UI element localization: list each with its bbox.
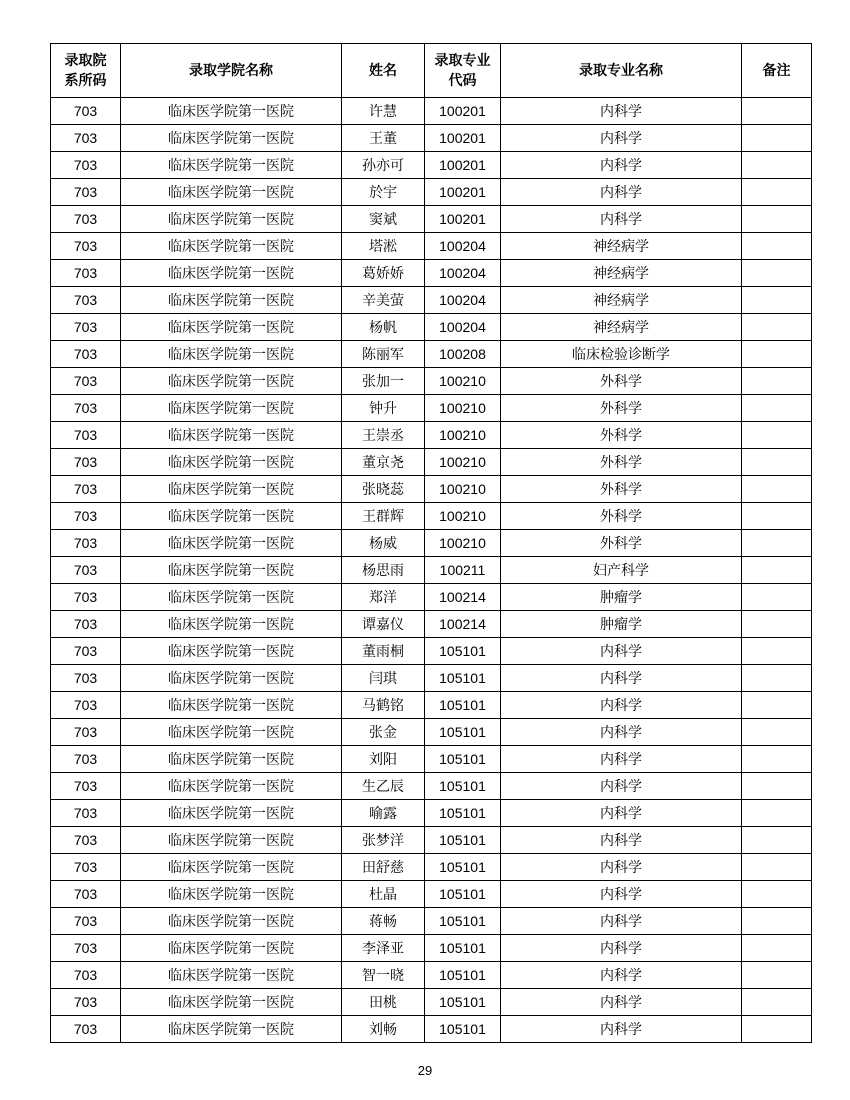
major-name-cell: 外科学	[501, 368, 742, 395]
remarks-cell	[742, 395, 812, 422]
remarks-cell	[742, 179, 812, 206]
page-number: 29	[417, 1063, 433, 1078]
dept-code-cell: 703	[51, 989, 121, 1016]
major-code-cell: 100204	[425, 287, 501, 314]
college-name-cell: 临床医学院第一医院	[121, 908, 342, 935]
major-code-cell: 105101	[425, 854, 501, 881]
table-row	[51, 881, 812, 908]
table-row	[51, 773, 812, 800]
major-code-cell: 100210	[425, 476, 501, 503]
table-row	[51, 719, 812, 746]
dept-code-cell: 703	[51, 665, 121, 692]
college-name-cell: 临床医学院第一医院	[121, 746, 342, 773]
remarks-cell	[742, 557, 812, 584]
college-name-cell: 临床医学院第一医院	[121, 557, 342, 584]
student-name-cell: 辛美萤	[342, 287, 425, 314]
major-code-cell: 105101	[425, 800, 501, 827]
dept-code-cell: 703	[51, 692, 121, 719]
table-header-row	[51, 44, 812, 98]
college-name-cell: 临床医学院第一医院	[121, 584, 342, 611]
remarks-cell	[742, 287, 812, 314]
table-row	[51, 395, 812, 422]
student-name-cell: 塔淞	[342, 233, 425, 260]
student-name-cell: 张加一	[342, 368, 425, 395]
major-name-cell: 内科学	[501, 1016, 742, 1043]
remarks-cell	[742, 422, 812, 449]
remarks-cell	[742, 989, 812, 1016]
college-name-cell: 临床医学院第一医院	[121, 854, 342, 881]
dept-code-cell: 703	[51, 827, 121, 854]
dept-code-cell: 703	[51, 152, 121, 179]
college-name-cell: 临床医学院第一医院	[121, 800, 342, 827]
remarks-cell	[742, 206, 812, 233]
major-name-cell: 内科学	[501, 827, 742, 854]
college-name-cell: 临床医学院第一医院	[121, 287, 342, 314]
dept-code-cell: 703	[51, 179, 121, 206]
major-name-cell: 内科学	[501, 179, 742, 206]
student-name-cell: 杨威	[342, 530, 425, 557]
remarks-cell	[742, 692, 812, 719]
header-major-code	[425, 44, 501, 98]
table-row	[51, 746, 812, 773]
student-name-cell: 张晓蕊	[342, 476, 425, 503]
dept-code-cell: 703	[51, 422, 121, 449]
remarks-cell	[742, 503, 812, 530]
college-name-cell: 临床医学院第一医院	[121, 152, 342, 179]
header-major-name	[501, 44, 742, 98]
table-row	[51, 854, 812, 881]
dept-code-cell: 703	[51, 503, 121, 530]
student-name-cell: 杨思雨	[342, 557, 425, 584]
major-code-cell: 100210	[425, 530, 501, 557]
dept-code-cell: 703	[51, 125, 121, 152]
dept-code-cell: 703	[51, 908, 121, 935]
dept-code-cell: 703	[51, 395, 121, 422]
major-name-cell: 神经病学	[501, 260, 742, 287]
dept-code-cell: 703	[51, 935, 121, 962]
college-name-cell: 临床医学院第一医院	[121, 368, 342, 395]
major-name-cell: 肿瘤学	[501, 584, 742, 611]
table-row	[51, 800, 812, 827]
major-name-cell: 内科学	[501, 152, 742, 179]
table-row	[51, 476, 812, 503]
major-name-cell: 神经病学	[501, 233, 742, 260]
major-name-cell: 内科学	[501, 665, 742, 692]
major-name-cell: 内科学	[501, 854, 742, 881]
dept-code-cell: 703	[51, 206, 121, 233]
major-name-cell: 外科学	[501, 530, 742, 557]
major-name-cell: 内科学	[501, 989, 742, 1016]
remarks-cell	[742, 881, 812, 908]
header-dept-code-line2: 系所码	[64, 72, 107, 89]
major-code-cell: 100204	[425, 260, 501, 287]
header-dept-code	[51, 44, 121, 98]
major-name-cell: 内科学	[501, 962, 742, 989]
college-name-cell: 临床医学院第一医院	[121, 719, 342, 746]
major-code-cell: 100210	[425, 422, 501, 449]
remarks-cell	[742, 449, 812, 476]
major-name-cell: 外科学	[501, 503, 742, 530]
major-code-cell: 105101	[425, 1016, 501, 1043]
student-name-cell: 钟升	[342, 395, 425, 422]
dept-code-cell: 703	[51, 746, 121, 773]
student-name-cell: 谭嘉仪	[342, 611, 425, 638]
dept-code-cell: 703	[51, 449, 121, 476]
college-name-cell: 临床医学院第一医院	[121, 503, 342, 530]
major-name-cell: 外科学	[501, 422, 742, 449]
remarks-cell	[742, 260, 812, 287]
table-row	[51, 665, 812, 692]
header-major-code-line2: 代码	[448, 72, 477, 89]
student-name-cell: 孙亦可	[342, 152, 425, 179]
student-name-cell: 张金	[342, 719, 425, 746]
table-row	[51, 530, 812, 557]
remarks-cell	[742, 854, 812, 881]
major-code-cell: 105101	[425, 827, 501, 854]
student-name-cell: 於宇	[342, 179, 425, 206]
table-row	[51, 98, 812, 125]
major-name-cell: 内科学	[501, 746, 742, 773]
table-row	[51, 1016, 812, 1043]
major-code-cell: 100210	[425, 368, 501, 395]
student-name-cell: 董京尧	[342, 449, 425, 476]
student-name-cell: 田桃	[342, 989, 425, 1016]
major-name-cell: 内科学	[501, 908, 742, 935]
dept-code-cell: 703	[51, 881, 121, 908]
major-code-cell: 105101	[425, 935, 501, 962]
major-name-cell: 内科学	[501, 719, 742, 746]
college-name-cell: 临床医学院第一医院	[121, 773, 342, 800]
remarks-cell	[742, 530, 812, 557]
major-code-cell: 100201	[425, 98, 501, 125]
remarks-cell	[742, 908, 812, 935]
remarks-cell	[742, 1016, 812, 1043]
table-row	[51, 908, 812, 935]
major-code-cell: 100201	[425, 125, 501, 152]
major-name-cell: 临床检验诊断学	[501, 341, 742, 368]
dept-code-cell: 703	[51, 287, 121, 314]
major-name-cell: 内科学	[501, 125, 742, 152]
dept-code-cell: 703	[51, 260, 121, 287]
remarks-cell	[742, 368, 812, 395]
college-name-cell: 临床医学院第一医院	[121, 314, 342, 341]
college-name-cell: 临床医学院第一医院	[121, 449, 342, 476]
remarks-cell	[742, 638, 812, 665]
remarks-cell	[742, 233, 812, 260]
dept-code-cell: 703	[51, 98, 121, 125]
table-row	[51, 233, 812, 260]
dept-code-cell: 703	[51, 530, 121, 557]
major-code-cell: 105101	[425, 881, 501, 908]
student-name-cell: 杜晶	[342, 881, 425, 908]
dept-code-cell: 703	[51, 800, 121, 827]
major-code-cell: 105101	[425, 908, 501, 935]
remarks-cell	[742, 611, 812, 638]
header-major-code-line1: 录取专业	[434, 52, 491, 69]
major-code-cell: 105101	[425, 746, 501, 773]
student-name-cell: 窦斌	[342, 206, 425, 233]
header-college-name-line1: 录取学院名称	[189, 62, 273, 79]
remarks-cell	[742, 476, 812, 503]
remarks-cell	[742, 98, 812, 125]
student-name-cell: 田舒慈	[342, 854, 425, 881]
table-row	[51, 314, 812, 341]
student-name-cell: 喻露	[342, 800, 425, 827]
dept-code-cell: 703	[51, 584, 121, 611]
dept-code-cell: 703	[51, 368, 121, 395]
remarks-cell	[742, 152, 812, 179]
major-code-cell: 100214	[425, 611, 501, 638]
remarks-cell	[742, 314, 812, 341]
table-row	[51, 368, 812, 395]
table-row	[51, 962, 812, 989]
dept-code-cell: 703	[51, 233, 121, 260]
header-dept-code-line1: 录取院	[64, 52, 107, 69]
student-name-cell: 葛娇娇	[342, 260, 425, 287]
major-code-cell: 100204	[425, 233, 501, 260]
college-name-cell: 临床医学院第一医院	[121, 827, 342, 854]
major-code-cell: 100211	[425, 557, 501, 584]
dept-code-cell: 703	[51, 854, 121, 881]
college-name-cell: 临床医学院第一医院	[121, 476, 342, 503]
dept-code-cell: 703	[51, 314, 121, 341]
major-code-cell: 100204	[425, 314, 501, 341]
major-code-cell: 105101	[425, 638, 501, 665]
college-name-cell: 临床医学院第一医院	[121, 125, 342, 152]
student-name-cell: 王崇丞	[342, 422, 425, 449]
table-row	[51, 125, 812, 152]
major-code-cell: 105101	[425, 773, 501, 800]
student-name-cell: 马鹤铭	[342, 692, 425, 719]
student-name-cell: 王群辉	[342, 503, 425, 530]
college-name-cell: 临床医学院第一医院	[121, 881, 342, 908]
remarks-cell	[742, 773, 812, 800]
remarks-cell	[742, 341, 812, 368]
remarks-cell	[742, 935, 812, 962]
remarks-cell	[742, 827, 812, 854]
major-name-cell: 外科学	[501, 476, 742, 503]
major-name-cell: 神经病学	[501, 314, 742, 341]
student-name-cell: 许慧	[342, 98, 425, 125]
student-name-cell: 生乙辰	[342, 773, 425, 800]
remarks-cell	[742, 665, 812, 692]
major-code-cell: 105101	[425, 692, 501, 719]
dept-code-cell: 703	[51, 611, 121, 638]
major-code-cell: 105101	[425, 719, 501, 746]
major-code-cell: 105101	[425, 665, 501, 692]
major-code-cell: 100210	[425, 503, 501, 530]
major-code-cell: 100210	[425, 395, 501, 422]
major-name-cell: 内科学	[501, 800, 742, 827]
remarks-cell	[742, 962, 812, 989]
header-student-name	[342, 44, 425, 98]
college-name-cell: 临床医学院第一医院	[121, 530, 342, 557]
table-row	[51, 503, 812, 530]
major-name-cell: 内科学	[501, 773, 742, 800]
major-code-cell: 100214	[425, 584, 501, 611]
table-row	[51, 557, 812, 584]
student-name-cell: 董雨桐	[342, 638, 425, 665]
major-name-cell: 妇产科学	[501, 557, 742, 584]
admission-table-container	[50, 43, 811, 1043]
table-row	[51, 422, 812, 449]
college-name-cell: 临床医学院第一医院	[121, 341, 342, 368]
table-row	[51, 179, 812, 206]
header-major-name-line1: 录取专业名称	[579, 62, 663, 79]
college-name-cell: 临床医学院第一医院	[121, 611, 342, 638]
major-name-cell: 内科学	[501, 638, 742, 665]
header-remarks-line1: 备注	[762, 62, 791, 79]
major-code-cell: 100210	[425, 449, 501, 476]
major-name-cell: 外科学	[501, 449, 742, 476]
dept-code-cell: 703	[51, 557, 121, 584]
student-name-cell: 陈丽军	[342, 341, 425, 368]
college-name-cell: 临床医学院第一医院	[121, 665, 342, 692]
student-name-cell: 刘畅	[342, 1016, 425, 1043]
admission-table	[50, 43, 812, 1043]
major-name-cell: 外科学	[501, 395, 742, 422]
remarks-cell	[742, 584, 812, 611]
remarks-cell	[742, 719, 812, 746]
major-code-cell: 100201	[425, 179, 501, 206]
college-name-cell: 临床医学院第一医院	[121, 935, 342, 962]
major-code-cell: 100201	[425, 206, 501, 233]
major-name-cell: 内科学	[501, 98, 742, 125]
student-name-cell: 智一晓	[342, 962, 425, 989]
table-row	[51, 584, 812, 611]
table-row	[51, 989, 812, 1016]
table-row	[51, 287, 812, 314]
major-code-cell: 105101	[425, 989, 501, 1016]
table-row	[51, 341, 812, 368]
student-name-cell: 李泽亚	[342, 935, 425, 962]
college-name-cell: 临床医学院第一医院	[121, 260, 342, 287]
college-name-cell: 临床医学院第一医院	[121, 962, 342, 989]
dept-code-cell: 703	[51, 341, 121, 368]
header-remarks	[742, 44, 812, 98]
dept-code-cell: 703	[51, 1016, 121, 1043]
table-row	[51, 827, 812, 854]
student-name-cell: 郑洋	[342, 584, 425, 611]
student-name-cell: 闫琪	[342, 665, 425, 692]
college-name-cell: 临床医学院第一医院	[121, 395, 342, 422]
table-body	[51, 98, 812, 1043]
remarks-cell	[742, 125, 812, 152]
major-name-cell: 内科学	[501, 935, 742, 962]
header-student-name-line1: 姓名	[369, 62, 397, 79]
major-name-cell: 内科学	[501, 881, 742, 908]
major-code-cell: 100201	[425, 152, 501, 179]
student-name-cell: 杨帆	[342, 314, 425, 341]
table-row	[51, 206, 812, 233]
table-row	[51, 260, 812, 287]
major-name-cell: 内科学	[501, 692, 742, 719]
college-name-cell: 临床医学院第一医院	[121, 98, 342, 125]
college-name-cell: 临床医学院第一医院	[121, 206, 342, 233]
dept-code-cell: 703	[51, 962, 121, 989]
dept-code-cell: 703	[51, 638, 121, 665]
college-name-cell: 临床医学院第一医院	[121, 179, 342, 206]
table-row	[51, 152, 812, 179]
table-row	[51, 638, 812, 665]
college-name-cell: 临床医学院第一医院	[121, 692, 342, 719]
major-code-cell: 100208	[425, 341, 501, 368]
dept-code-cell: 703	[51, 719, 121, 746]
major-name-cell: 神经病学	[501, 287, 742, 314]
college-name-cell: 临床医学院第一医院	[121, 638, 342, 665]
college-name-cell: 临床医学院第一医院	[121, 989, 342, 1016]
remarks-cell	[742, 746, 812, 773]
major-name-cell: 肿瘤学	[501, 611, 742, 638]
header-college-name	[121, 44, 342, 98]
table-row	[51, 449, 812, 476]
student-name-cell: 张梦洋	[342, 827, 425, 854]
student-name-cell: 刘阳	[342, 746, 425, 773]
remarks-cell	[742, 800, 812, 827]
major-name-cell: 内科学	[501, 206, 742, 233]
college-name-cell: 临床医学院第一医院	[121, 233, 342, 260]
dept-code-cell: 703	[51, 476, 121, 503]
college-name-cell: 临床医学院第一医院	[121, 422, 342, 449]
college-name-cell: 临床医学院第一医院	[121, 1016, 342, 1043]
table-row	[51, 692, 812, 719]
student-name-cell: 王董	[342, 125, 425, 152]
table-row	[51, 611, 812, 638]
dept-code-cell: 703	[51, 773, 121, 800]
table-row	[51, 935, 812, 962]
major-code-cell: 105101	[425, 962, 501, 989]
student-name-cell: 蒋畅	[342, 908, 425, 935]
